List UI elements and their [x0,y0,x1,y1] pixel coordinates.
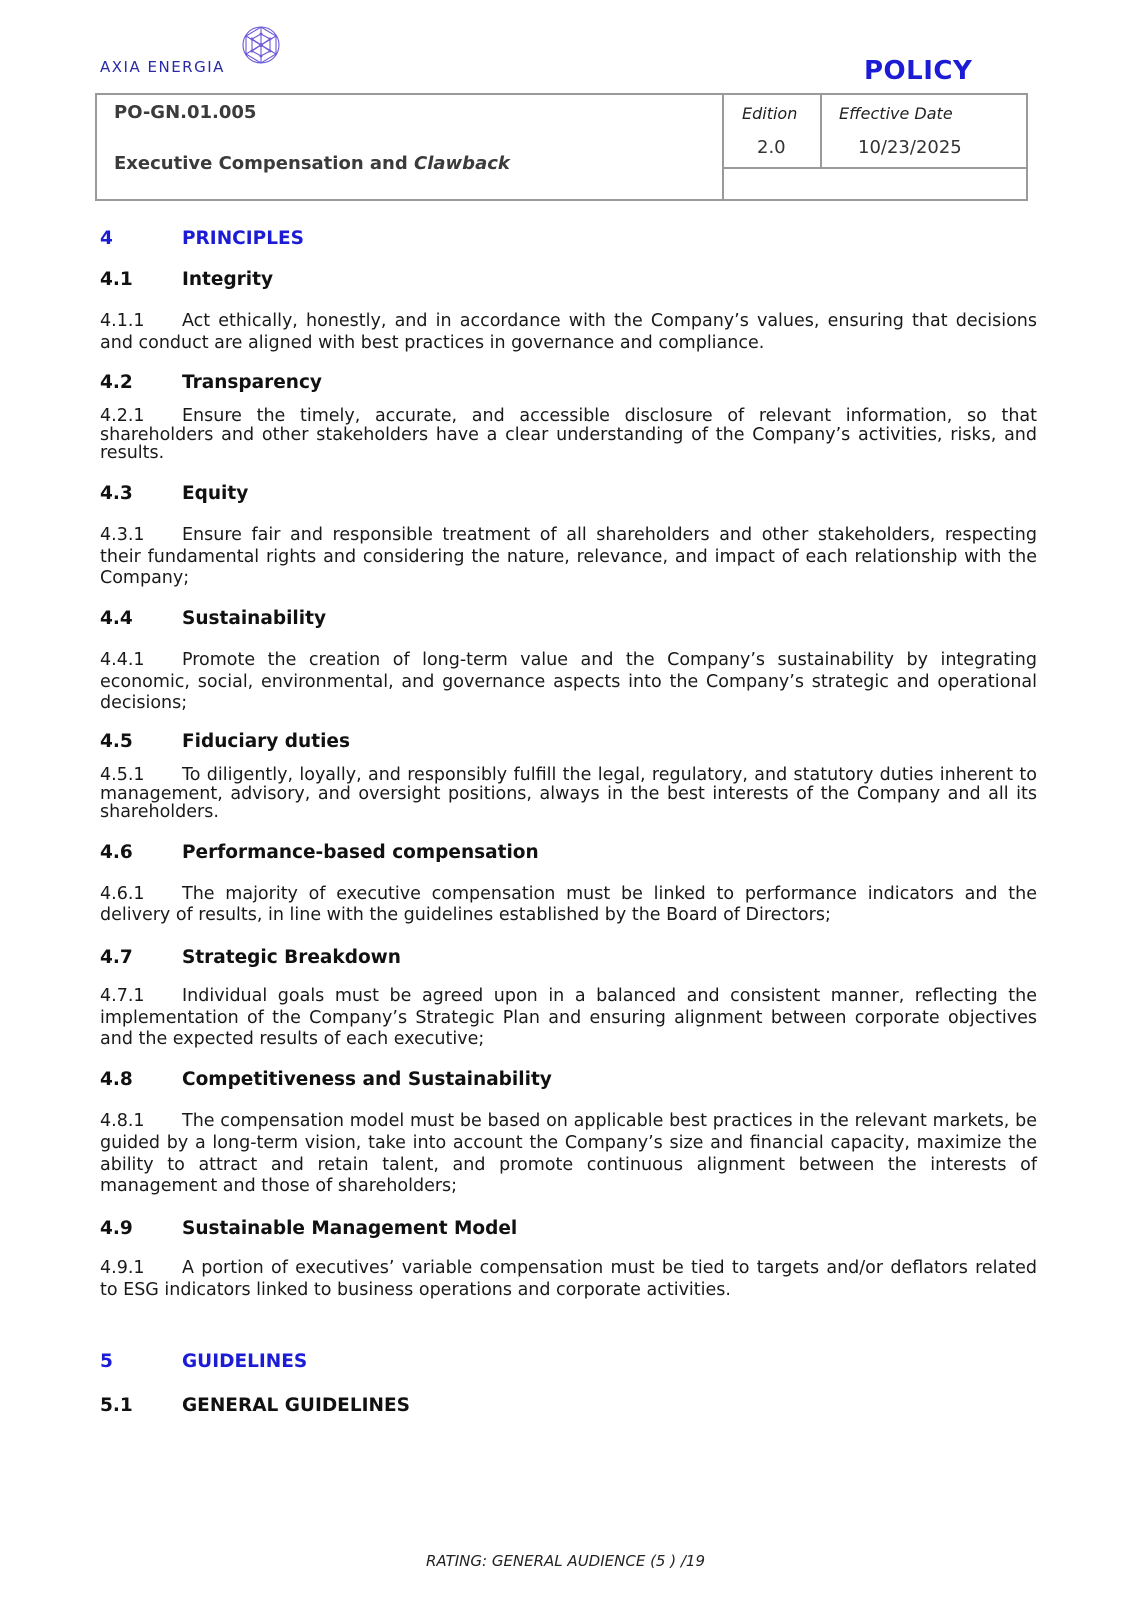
document-code: PO-GN.01.005 [114,102,257,123]
paragraph [100,1258,1037,1301]
subsection-number: 4.4 [100,608,133,630]
page-footer: RATING: GENERAL AUDIENCE (5 ) /19 [425,1552,705,1570]
subsection-title: Strategic Breakdown [182,947,401,969]
subsection-number: 4.6 [100,841,133,863]
subsection-number: 4.5 [100,731,133,753]
section-title: GUIDELINES [182,1351,308,1373]
paragraph [100,311,1037,354]
subsection-title: Integrity [182,269,274,290]
document-type: POLICY [864,56,973,86]
edition-value: 2.0 [757,137,786,158]
subsection-title: Transparency [182,372,322,394]
paragraph [100,766,1037,822]
subsection-title: Performance-based compensation [182,841,539,863]
paragraph-number: 4.6.1 [100,883,145,904]
section-heading [100,1349,1037,1375]
subsection-heading [100,481,1037,507]
paragraph [100,884,1037,927]
document-title-main: Executive Compensation and [114,153,408,174]
subsection-title: GENERAL GUIDELINES [182,1395,410,1417]
document-id-cell [97,95,724,199]
subsection-title: Sustainable Management Model [182,1217,518,1239]
subsection-heading [100,1067,1037,1093]
document-title-italic: Clawback [414,153,510,174]
paragraph-text: Act ethically, honestly, and in accordance with the Company’s values, ensuring that decisions and conduct are aligned with best practices in governance and compliance. [100,311,1037,353]
paragraph-text: The compensation model must be based on applicable best practices in the relevant markets, be guided by a long-term vision, take into account the Company’s size and financial capacity, maximize the ability to attract and retain talent, and promote continuous alignment between the interests of management and those of shareholders; [100,1111,1037,1197]
paragraph-number: 4.3.1 [100,524,145,545]
subsection-heading [100,945,1037,971]
section-title: PRINCIPLES [182,228,304,249]
subsection-heading [100,370,1037,396]
effective-date-label: Effective Date [839,104,953,123]
subsection-number: 4.8 [100,1069,133,1091]
subsection-heading [100,840,1037,866]
document-title [114,153,510,174]
paragraph-number: 4.5.1 [100,765,145,786]
subsection-number: 4.1 [100,269,133,290]
paragraph [100,986,1037,1051]
paragraph-text: Promote the creation of long-term value and the Company’s sustainability by integrating economic, social, environmental, and governance aspects into the Company’s strategic and operational decisions; [100,650,1037,714]
section-number: 4 [100,228,113,249]
logo-globe-icon [240,24,282,66]
subsection-number: 4.2 [100,372,133,394]
paragraph-number: 4.1.1 [100,311,145,331]
paragraph-number: 4.4.1 [100,650,145,671]
edition-label: Edition [742,104,798,123]
paragraph-number: 4.7.1 [100,986,145,1007]
section-heading [100,226,1037,252]
paragraph-text: Ensure fair and responsible treatment of all shareholders and other stakeholders, respecting their fundamental rights and considering the nature, relevance, and impact of each relationship with the Company; [100,524,1037,589]
subsection-title: Sustainability [182,608,326,630]
paragraph [100,407,1037,463]
company-logo [100,22,290,82]
paragraph-number: 4.2.1 [100,406,145,427]
subsection-heading [100,729,1037,755]
subsection-heading [100,1393,1037,1419]
paragraph-text: Individual goals must be agreed upon in a balanced and consistent manner, reflecting the implementation of the Company’s Strategic Plan and ensuring alignment between corporate objectives and the expected results of each executive; [100,986,1037,1050]
paragraph-text: A portion of executives’ variable compensation must be tied to targets and/or deflators related to ESG indicators linked to business operations and corporate activities. [100,1257,1037,1300]
paragraph [100,525,1037,590]
paragraph [100,1111,1037,1198]
subsection-title: Competitiveness and Sustainability [182,1069,552,1091]
effective-date-cell [822,95,1026,169]
document-header-box [95,93,1028,201]
effective-date-value: 10/23/2025 [858,137,962,158]
logo-text: AXIA ENERGIA [100,58,225,76]
paragraph-number: 4.8.1 [100,1111,145,1132]
section-number: 5 [100,1351,113,1373]
subsection-heading [100,1216,1037,1242]
subsection-number: 4.3 [100,482,133,504]
paragraph-text: To diligently, loyally, and responsibly fulfill the legal, regulatory, and statutory duties inherent to management, advisory, and oversight positions, always in the best interests of the Company and all its shareholders. [100,765,1037,823]
document-body [100,226,1037,1419]
edition-cell [724,95,822,169]
subsection-number: 4.9 [100,1217,133,1239]
subsection-number: 5.1 [100,1395,133,1417]
subsection-number: 4.7 [100,947,133,969]
subsection-title: Fiduciary duties [182,731,350,753]
subsection-heading [100,267,1037,293]
subsection-heading [100,606,1037,632]
subsection-title: Equity [182,482,249,504]
paragraph-text: The majority of executive compensation must be linked to performance indicators and the delivery of results, in line with the guidelines established by the Board of Directors; [100,883,1037,926]
paragraph-number: 4.9.1 [100,1257,145,1278]
paragraph-text: Ensure the timely, accurate, and accessible disclosure of relevant information, so that shareholders and other stakeholders have a clear understanding of the Company’s activities, risks, and results. [100,406,1037,464]
paragraph [100,650,1037,715]
